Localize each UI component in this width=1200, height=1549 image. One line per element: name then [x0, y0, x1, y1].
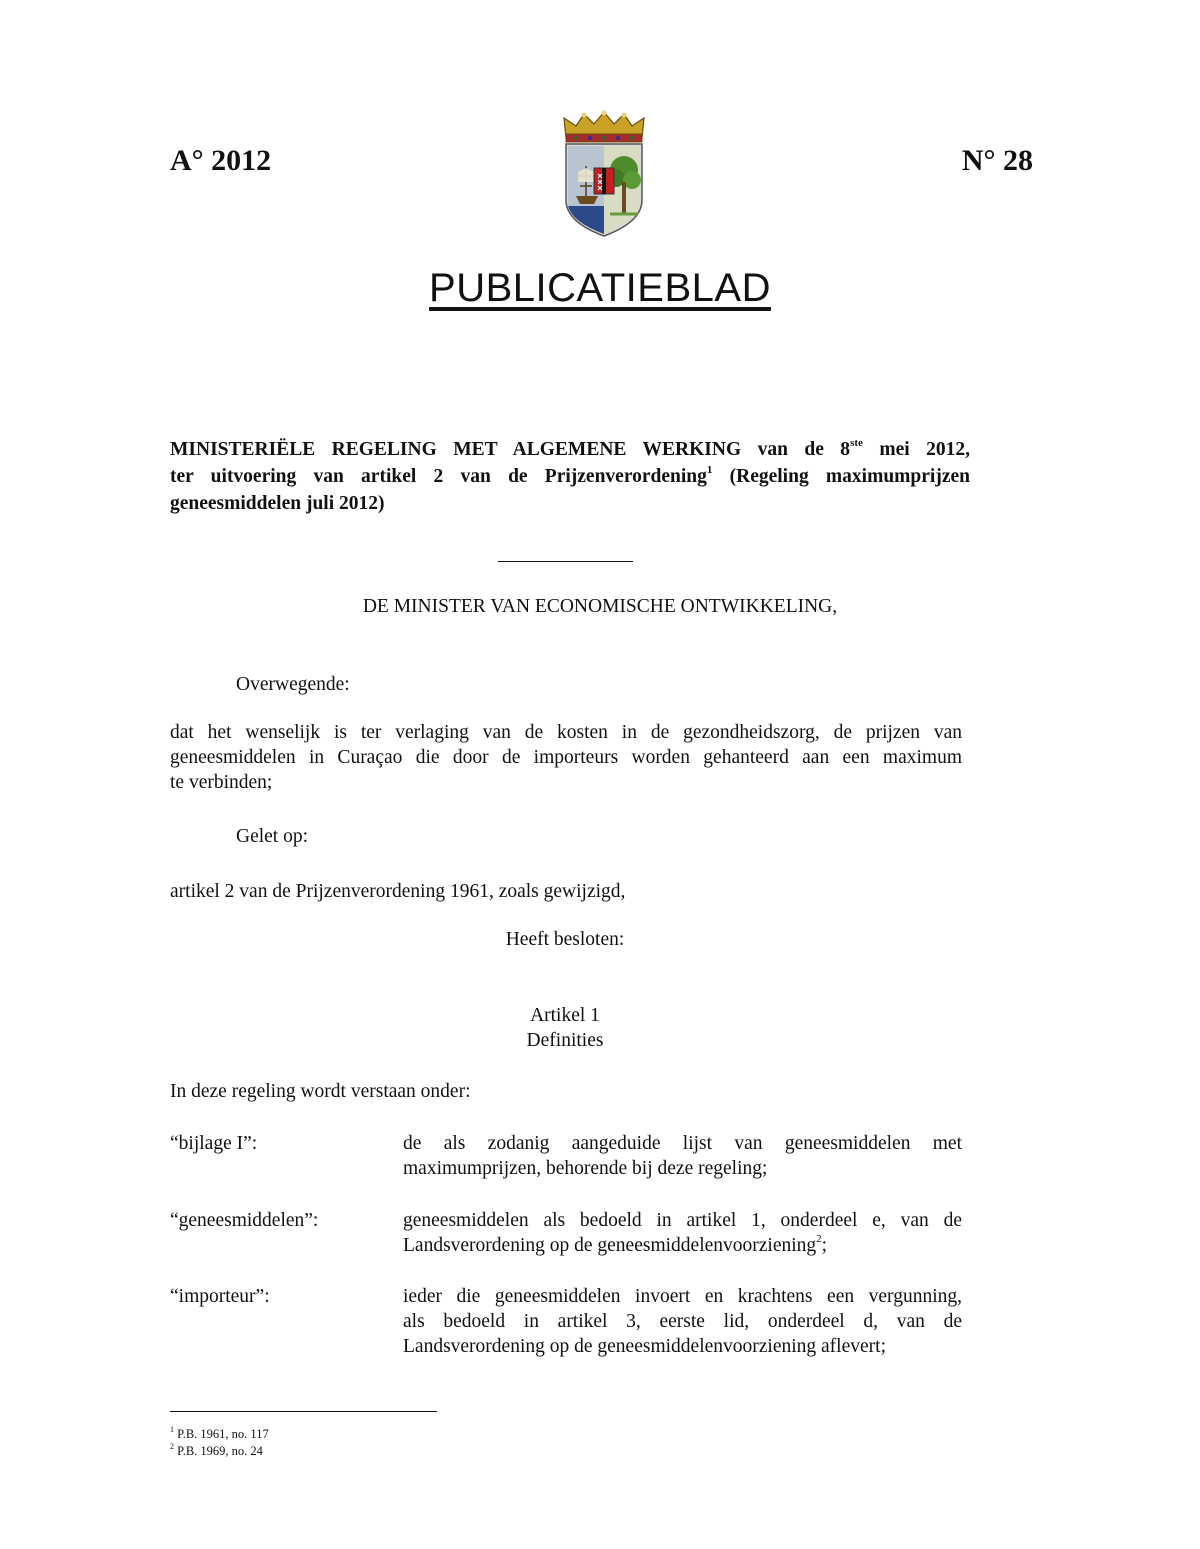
definition-line-text: ; [821, 1235, 828, 1256]
superscript: ste [850, 436, 863, 449]
separator-line [498, 561, 633, 562]
minister-heading: DE MINISTER VAN ECONOMISCHE ONTWIKKELING, [362, 596, 838, 617]
definition-line [403, 1233, 962, 1258]
footnote [170, 1426, 269, 1442]
consideration-paragraph [170, 720, 962, 795]
definition-line: geneesmiddelen als bedoeld in artikel 1, onderdeel e, van de [403, 1210, 962, 1231]
regulation-title-line-2 [170, 463, 970, 490]
article-heading: Artikel 1 [530, 1005, 600, 1026]
publication-title: PUBLICATIEBLAD [429, 266, 771, 310]
paragraph-line: dat het wenselijk is ter verlaging van de kosten in de gezondheidszorg, de prijzen van [170, 722, 962, 743]
definition-term: “bijlage I”: [170, 1133, 258, 1154]
footnote-separator [170, 1411, 437, 1412]
footnote [170, 1443, 263, 1459]
title-text: mei 2012, [862, 439, 970, 460]
regulation-title [170, 436, 970, 517]
paragraph-line: te verbinden; [170, 772, 273, 793]
year-label: A° 2012 [170, 144, 272, 177]
definition-line: als bedoeld in artikel 3, eerste lid, onderdeel d, van de [403, 1311, 962, 1332]
definition-text [403, 1208, 962, 1258]
legal-basis-line: artikel 2 van de Prijzenverordening 1961, zoals gewijzigd, [170, 881, 626, 902]
definition-line: Landsverordening op de geneesmiddelenvoorziening aflevert; [403, 1336, 886, 1357]
article-subheading: Definities [526, 1030, 604, 1051]
definitions-intro: In deze regeling wordt verstaan onder: [170, 1081, 471, 1102]
issue-number: N° 28 [961, 144, 1033, 177]
definition-term: “importeur”: [170, 1286, 270, 1307]
footnote-text: P.B. 1969, no. 24 [177, 1444, 263, 1458]
definition-text [403, 1131, 962, 1181]
title-text: (Regeling maximumprijzen [712, 466, 970, 487]
gelet-label: Gelet op: [236, 826, 309, 847]
definition-line: ieder die geneesmiddelen invoert en krachtens een vergunning, [403, 1286, 962, 1307]
regulation-title-line-3: geneesmiddelen juli 2012) [170, 493, 385, 514]
regulation-title-line-1 [170, 436, 970, 463]
definition-term: “geneesmiddelen”: [170, 1210, 319, 1231]
definition-text [403, 1284, 962, 1359]
footnote-number: 1 [170, 1424, 174, 1434]
definition-line-text: Landsverordening op de geneesmiddelenvoorziening [403, 1235, 817, 1256]
coat-of-arms-icon [558, 110, 650, 238]
decision-line: Heeft besloten: [505, 929, 625, 950]
title-text: ter uitvoering van artikel 2 van de Prijzenverordening [170, 466, 707, 487]
definition-line: de als zodanig aangeduide lijst van geneesmiddelen met [403, 1133, 962, 1154]
definition-line: maximumprijzen, behorende bij deze regeling; [403, 1158, 768, 1179]
footnote-ref: 2 [816, 1232, 822, 1245]
footnote-ref: 1 [706, 463, 713, 476]
footnote-number: 2 [170, 1441, 174, 1451]
title-text: MINISTERIËLE REGELING MET ALGEMENE WERKING van de 8 [170, 439, 851, 460]
paragraph-line: geneesmiddelen in Curaçao die door de importeurs worden gehanteerd aan een maximum [170, 747, 962, 768]
footnote-text: P.B. 1961, no. 117 [177, 1427, 269, 1441]
overwegende-label: Overwegende: [236, 674, 350, 695]
